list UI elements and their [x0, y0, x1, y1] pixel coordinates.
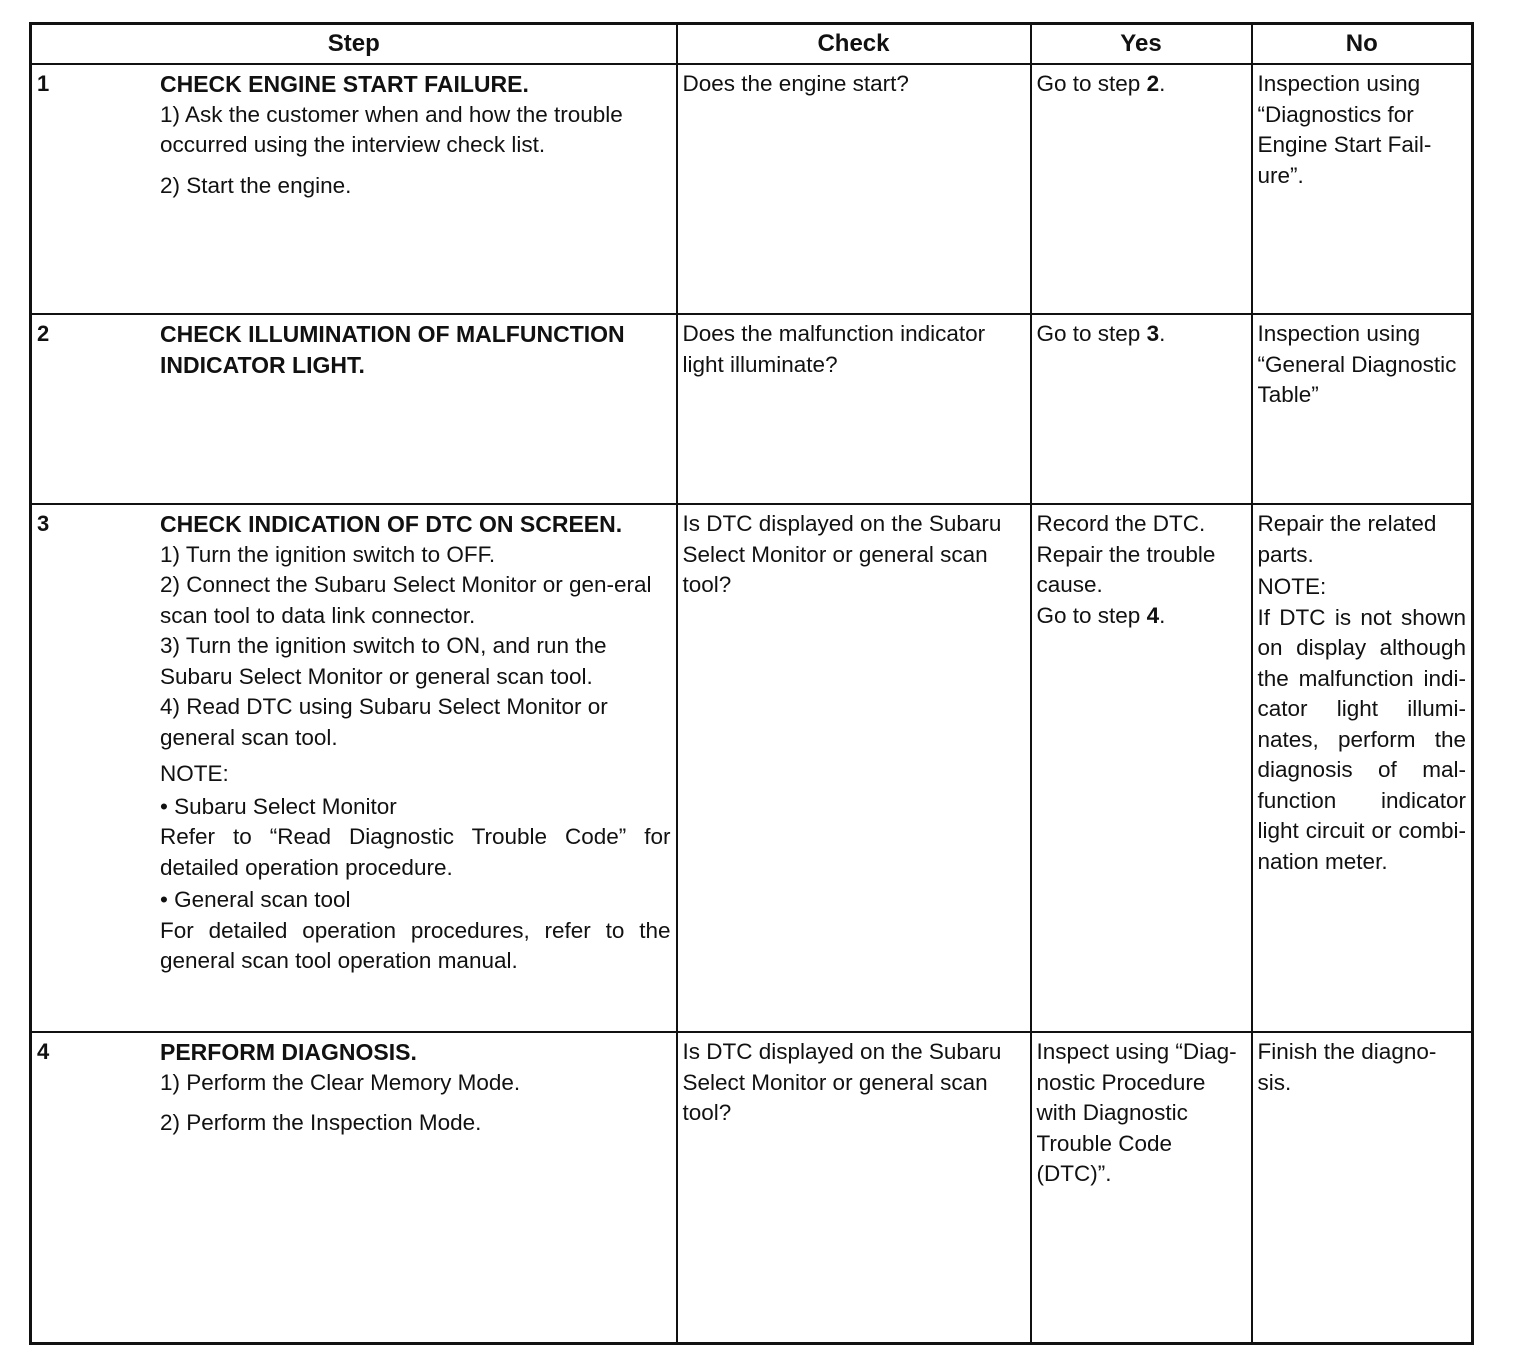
check-cell [677, 64, 1031, 314]
step-cell [31, 64, 677, 314]
note-label: NOTE: [1257, 574, 1327, 599]
note-text: Refer to “Read Diagnostic Trouble Code” for detailed operation procedure. [160, 824, 671, 880]
no-note-text: If DTC is not shown on display although the malfunction indi-cator light illumi-nates, perform the diagnosis of mal-function indicator light circuit or combi-nation meter. [1257, 604, 1466, 874]
step-title: PERFORM DIAGNOSIS. [160, 1039, 417, 1065]
yes-step-ref: 4 [1146, 602, 1160, 628]
table-row [31, 64, 1473, 314]
header-no: No [1252, 24, 1473, 65]
yes-text: Go to step [1036, 602, 1147, 628]
no-text: Finish the diagno-sis. [1257, 1039, 1437, 1095]
note-label: NOTE: [160, 761, 229, 786]
no-text: Inspection using “Diagnostics for Engine Start Fail-ure”. [1257, 71, 1432, 188]
no-cell [1252, 314, 1473, 504]
step-number: 3 [37, 511, 50, 536]
sub-step: 2) Connect the Subaru Select Monitor or gen-eral scan tool to data link connector. [160, 572, 652, 628]
yes-line: Record the DTC. [1036, 511, 1206, 536]
note-bullet: • Subaru Select Monitor [160, 793, 397, 819]
header-yes: Yes [1031, 24, 1252, 65]
sub-step: 4) Read DTC using Subaru Select Monitor or general scan tool. [160, 694, 608, 750]
sub-step: 3) Turn the ignition switch to ON, and run the Subaru Select Monitor or general scan tool. [160, 633, 607, 689]
step-title: CHECK ILLUMINATION OF MALFUNCTION INDICATOR LIGHT. [160, 321, 625, 378]
sub-step: 1) Ask the customer when and how the trouble occurred using the interview check list. [160, 101, 623, 157]
yes-text: Inspect using “Diag-nostic Procedure with Diagnostic Trouble Code (DTC)”. [1036, 1039, 1237, 1186]
check-cell [677, 504, 1031, 1032]
no-text: Inspection using “General Diagnostic Table” [1257, 321, 1457, 407]
header-check: Check [677, 24, 1031, 65]
note-bullet: • General scan tool [160, 887, 351, 912]
check-text: Is DTC displayed on the Subaru Select Monitor or general scan tool? [682, 511, 1002, 597]
step-number: 4 [37, 1039, 50, 1064]
check-text: Does the engine start? [682, 71, 909, 96]
no-text: Repair the related parts. [1257, 511, 1437, 567]
sub-step: 1) Perform the Clear Memory Mode. [160, 1069, 521, 1095]
step-number: 2 [37, 321, 50, 346]
step-cell [31, 504, 677, 1032]
no-cell [1252, 504, 1473, 1032]
header-step: Step [31, 24, 677, 65]
step-cell [31, 1032, 677, 1343]
table-row [31, 1032, 1473, 1343]
yes-suffix: . [1159, 321, 1166, 346]
yes-text: Go to step [1036, 321, 1147, 346]
check-cell [677, 1032, 1031, 1343]
table-row [31, 314, 1473, 504]
no-cell [1252, 64, 1473, 314]
table-row [31, 504, 1473, 1032]
diagnostic-table [29, 22, 1474, 1345]
sub-step: 2) Perform the Inspection Mode. [160, 1110, 482, 1135]
check-cell [677, 314, 1031, 504]
sub-step: 2) Start the engine. [160, 172, 352, 198]
yes-step-ref: 3 [1146, 321, 1160, 346]
yes-cell [1031, 504, 1252, 1032]
step-cell [31, 314, 677, 504]
yes-cell [1031, 64, 1252, 314]
step-number: 1 [37, 71, 50, 96]
header-row [31, 24, 1473, 65]
yes-suffix: . [1159, 71, 1166, 96]
yes-cell [1031, 1032, 1252, 1343]
yes-suffix: . [1159, 602, 1166, 628]
yes-step-ref: 2 [1146, 71, 1160, 96]
yes-text: Go to step [1036, 71, 1147, 96]
step-title: CHECK ENGINE START FAILURE. [160, 71, 529, 97]
yes-cell [1031, 314, 1252, 504]
yes-line: Repair the trouble cause. [1036, 541, 1216, 597]
note-text: For detailed operation procedures, refer to the general scan tool operation manual. [160, 917, 671, 973]
step-title: CHECK INDICATION OF DTC ON SCREEN. [160, 511, 623, 537]
check-text: Is DTC displayed on the Subaru Select Monitor or general scan tool? [682, 1039, 1002, 1125]
no-cell [1252, 1032, 1473, 1343]
check-text: Does the malfunction indicator light illuminate? [682, 321, 986, 377]
sub-step: 1) Turn the ignition switch to OFF. [160, 541, 496, 567]
